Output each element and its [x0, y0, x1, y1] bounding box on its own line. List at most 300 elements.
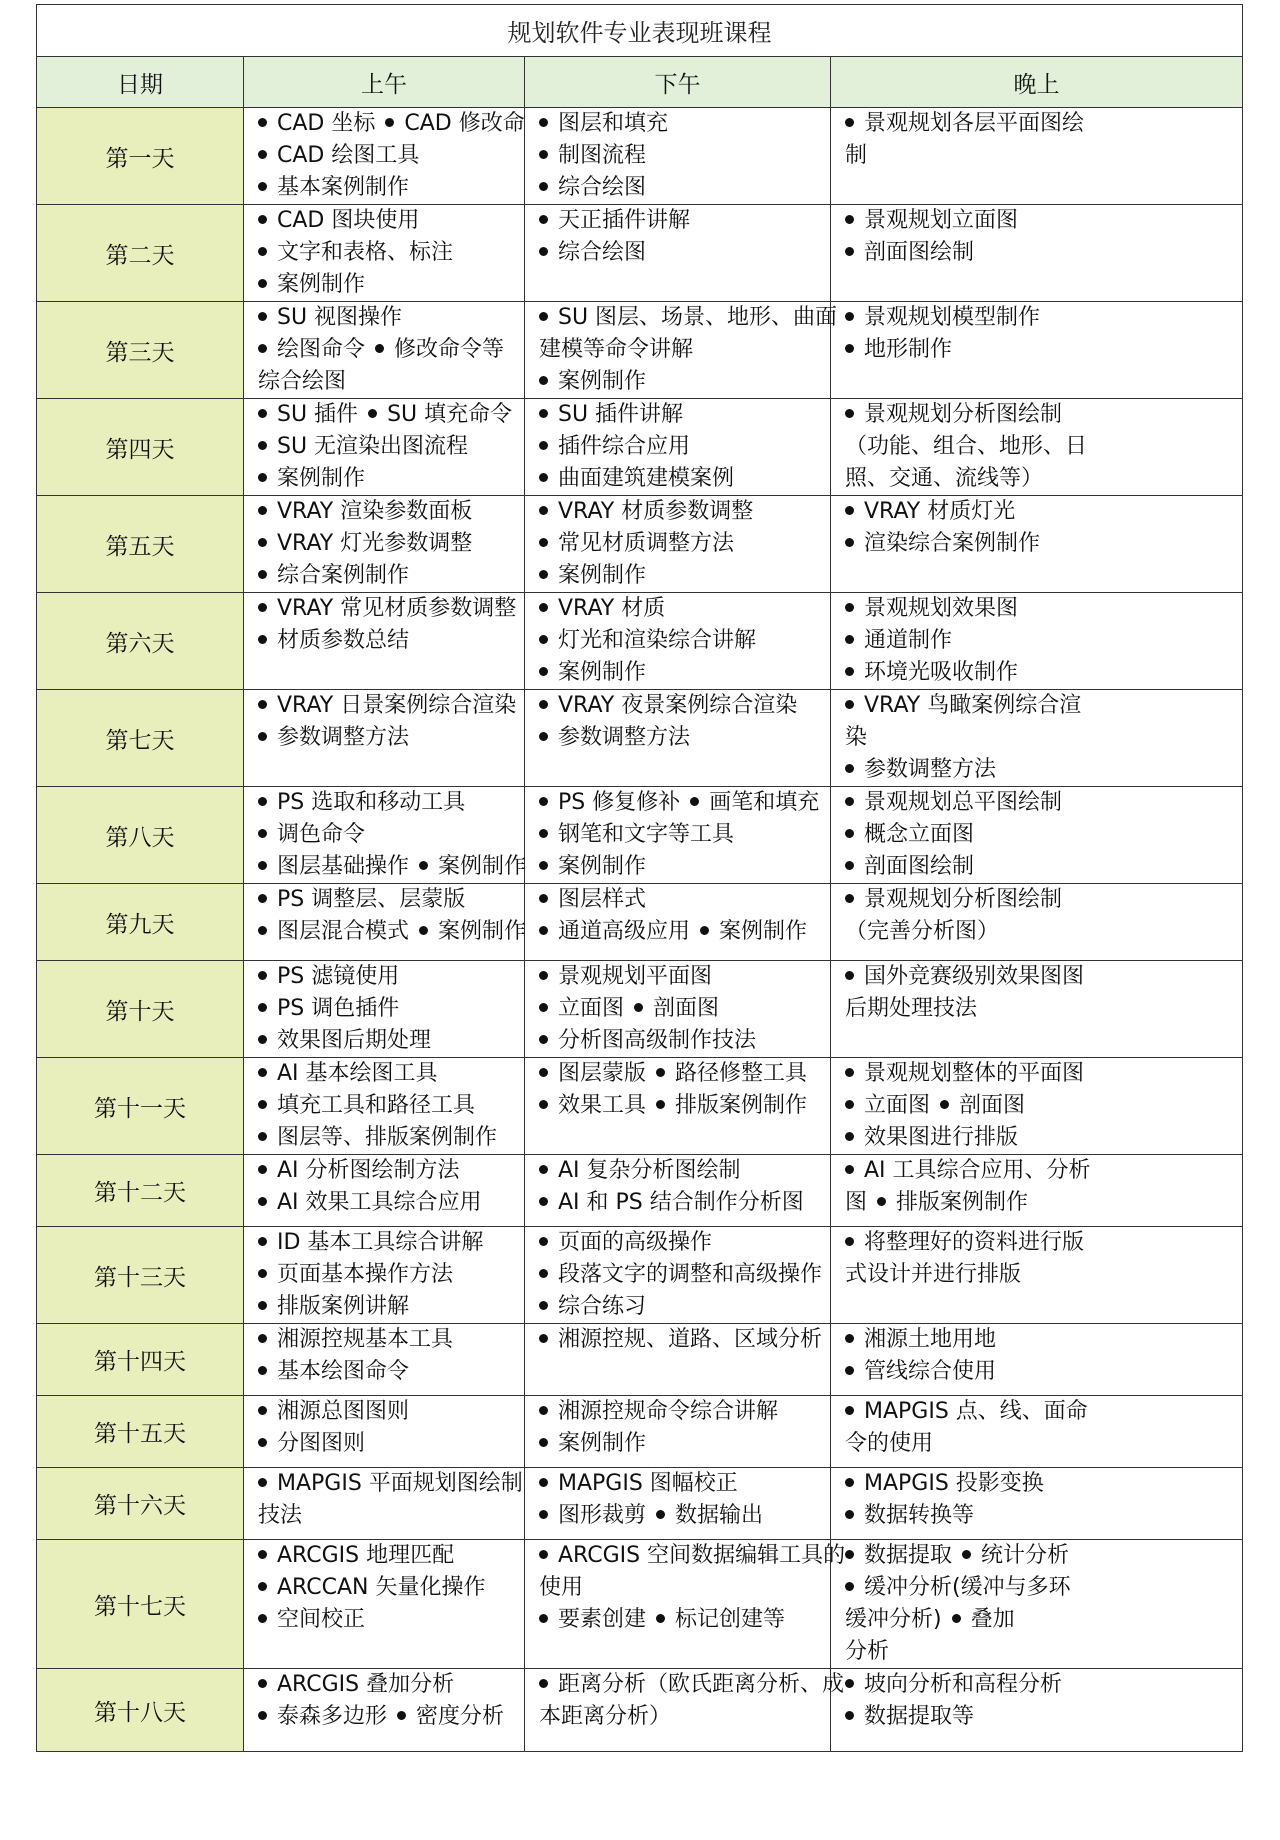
cell-line [845, 884, 1232, 916]
cell-line [539, 1669, 845, 1701]
cell-line [539, 1259, 823, 1291]
list-item: 叠加 [970, 1607, 1015, 1632]
bullet-icon [258, 894, 267, 903]
list-item: 通道高级应用 [558, 919, 691, 944]
header-evening: 晚上 [831, 57, 1243, 108]
list-item: AI 基本绘图工具 [277, 1061, 438, 1086]
bullet-icon [845, 1132, 854, 1141]
list-item: PS 调色插件 [277, 996, 400, 1021]
table-row [37, 690, 1243, 787]
bullet-icon [258, 215, 267, 224]
list-item: 修改命令等 [394, 337, 505, 362]
morning-cell [244, 496, 525, 593]
afternoon-cell [525, 1324, 831, 1396]
list-item: ARCGIS 地理匹配 [277, 1543, 455, 1568]
bullet-icon [258, 1269, 267, 1278]
bullet-icon [845, 861, 854, 870]
bullet-icon [539, 247, 548, 256]
bullet-icon [845, 1406, 854, 1415]
cell-line [539, 302, 838, 334]
bullet-icon [845, 1478, 854, 1487]
cell-line [539, 431, 820, 463]
bullet-icon [845, 829, 854, 838]
cell-line [258, 528, 514, 560]
list-item: 剖面图 [653, 996, 720, 1021]
list-item: 景观规划总平图绘制 [864, 790, 1063, 815]
cell-line [539, 916, 820, 948]
afternoon-cell [525, 205, 831, 302]
afternoon-cell [525, 1540, 846, 1669]
list-item: 参数调整方法 [558, 725, 691, 750]
afternoon-cell [525, 108, 831, 205]
list-item: 统计分析 [981, 1543, 1070, 1568]
list-item: 常见材质调整方法 [558, 531, 735, 556]
bullet-icon [845, 1550, 854, 1559]
bullet-icon [539, 570, 548, 579]
table-row [37, 1396, 1243, 1468]
table-row [37, 1227, 1243, 1324]
day-label: 第一天 [37, 108, 244, 205]
list-item: 景观规划立面图 [864, 208, 1019, 233]
cell-line [258, 1058, 514, 1090]
evening-cell [831, 1468, 1243, 1540]
bullet-icon [539, 1406, 548, 1415]
day-label: 第九天 [37, 884, 244, 961]
list-item: AI 工具综合应用、分析 [864, 1158, 1091, 1183]
evening-cell [831, 205, 1243, 302]
bullet-icon [258, 182, 267, 191]
list-item: 路径修整工具 [675, 1061, 808, 1086]
list-item: MAPGIS 投影变换 [864, 1471, 1044, 1496]
bullet-icon [258, 1334, 267, 1343]
bullet-icon [258, 150, 267, 159]
bullet-icon [845, 1165, 854, 1174]
table-row [37, 496, 1243, 593]
cell-line [845, 1324, 1232, 1356]
list-item: SU 无渲染出图流程 [277, 434, 469, 459]
cell-line [258, 787, 514, 819]
cell-line [845, 1259, 1232, 1291]
evening-cell [831, 302, 1243, 399]
evening-cell [831, 1396, 1243, 1468]
afternoon-cell [525, 1058, 831, 1155]
bullet-icon [845, 1334, 854, 1343]
list-item: 绘图命令 [277, 337, 366, 362]
cell-line [845, 1572, 1232, 1604]
list-item: 空间校正 [277, 1607, 366, 1632]
cell-line [258, 1540, 514, 1572]
morning-cell [244, 961, 525, 1058]
bullet-icon [258, 635, 267, 644]
morning-cell [244, 1468, 525, 1540]
bullet-icon [258, 1197, 267, 1206]
evening-cell [831, 1669, 1243, 1752]
list-item: PS 调整层、层蒙版 [277, 887, 466, 912]
cell-line [539, 1291, 820, 1323]
bullet-icon [258, 118, 267, 127]
bullet-icon [539, 700, 548, 709]
list-item: SU 插件 [277, 402, 359, 427]
bullet-icon [845, 344, 854, 353]
bullet-icon [539, 473, 548, 482]
cell-line [258, 1227, 514, 1259]
course-table [36, 4, 1243, 1752]
list-item: 图层混合模式 [277, 919, 410, 944]
cell-line [845, 851, 1232, 883]
header-morning: 上午 [244, 57, 525, 108]
cell-line [258, 302, 514, 334]
table-row [37, 787, 1243, 884]
cell-line [258, 722, 514, 754]
bullet-icon [539, 1003, 548, 1012]
list-item: 景观规划模型制作 [864, 305, 1041, 330]
cell-line [845, 1090, 1232, 1122]
bullet-icon [845, 1237, 854, 1246]
bullet-icon [845, 1068, 854, 1077]
list-item: （完善分析图） [845, 919, 1000, 944]
list-item: 排版案例制作 [675, 1093, 808, 1118]
list-item: AI 和 PS 结合制作分析图 [558, 1190, 804, 1215]
cell-line [539, 237, 820, 269]
bullet-icon [258, 1003, 267, 1012]
bullet-icon [539, 1550, 548, 1559]
list-item: CAD 坐标 [277, 111, 376, 136]
list-item: 湘源总图图则 [277, 1399, 410, 1424]
list-item: 数据转换等 [864, 1503, 975, 1528]
morning-cell [244, 690, 525, 787]
cell-line [845, 1428, 1232, 1460]
list-item: 效果图后期处理 [277, 1028, 432, 1053]
list-item: 式设计并进行排版 [845, 1262, 1022, 1287]
bullet-icon [258, 1301, 267, 1310]
bullet-icon [258, 1237, 267, 1246]
list-item: 制 [845, 143, 868, 168]
morning-cell [244, 399, 525, 496]
cell-line [845, 108, 1232, 140]
cell-line [258, 1572, 514, 1604]
cell-line [845, 754, 1232, 786]
cell-line [258, 1025, 514, 1057]
list-item: 通道制作 [864, 628, 953, 653]
cell-line [258, 884, 514, 916]
bullet-icon [258, 473, 267, 482]
bullet-icon [258, 1711, 267, 1720]
day-label: 第十五天 [37, 1396, 244, 1468]
cell-line [258, 463, 514, 495]
list-item: 案例制作 [277, 272, 366, 297]
bullet-icon [539, 1100, 548, 1109]
cell-line [845, 625, 1232, 657]
bullet-icon [845, 1510, 854, 1519]
list-item: 数据提取 [864, 1543, 953, 1568]
day-label: 第十二天 [37, 1155, 244, 1227]
cell-line [539, 1604, 820, 1636]
list-item: 数据输出 [675, 1503, 764, 1528]
cell-line [258, 1291, 514, 1323]
bullet-icon [845, 118, 854, 127]
bullet-icon [539, 182, 548, 191]
list-item: 泰森多边形 [277, 1704, 388, 1729]
cell-line [258, 1604, 514, 1636]
list-item: AI 效果工具综合应用 [277, 1190, 482, 1215]
list-item: ID 基本工具综合讲解 [277, 1230, 484, 1255]
list-item: 页面的高级操作 [558, 1230, 713, 1255]
bullet-icon [539, 667, 548, 676]
list-item: MAPGIS 点、线、面命 [864, 1399, 1088, 1424]
day-label: 第十天 [37, 961, 244, 1058]
bullet-icon [539, 1197, 548, 1206]
list-item: 效果图进行排版 [864, 1125, 1019, 1150]
morning-cell [244, 108, 525, 205]
bullet-icon [258, 506, 267, 515]
cell-line [845, 961, 1232, 993]
list-item: 景观规划效果图 [864, 596, 1019, 621]
bullet-icon [539, 829, 548, 838]
table-row [37, 1540, 1243, 1669]
cell-line [258, 961, 514, 993]
list-item: PS 滤镜使用 [277, 964, 400, 989]
list-item: ARCGIS 叠加分析 [277, 1672, 455, 1697]
list-item: 技法 [258, 1503, 303, 1528]
list-item: 距离分析（欧氏距离分析、成 [558, 1672, 845, 1697]
list-item: 填充工具和路径工具 [277, 1093, 476, 1118]
morning-cell [244, 1227, 525, 1324]
cell-line [258, 1090, 514, 1122]
cell-line [845, 140, 1232, 172]
bullet-icon [539, 1035, 548, 1044]
list-item: VRAY 常见材质参数调整 [277, 596, 517, 621]
bullet-icon [656, 1100, 665, 1109]
bullet-icon [539, 441, 548, 450]
list-item: VRAY 材质 [558, 596, 666, 621]
cell-line [258, 1396, 514, 1428]
cell-line [258, 366, 514, 398]
cell-line [845, 916, 1232, 948]
cell-line [539, 1155, 820, 1187]
afternoon-cell [525, 787, 831, 884]
bullet-icon [656, 1614, 665, 1623]
bullet-icon [539, 1301, 548, 1310]
bullet-icon [258, 570, 267, 579]
list-item: 后期处理技法 [845, 996, 978, 1021]
table-row [37, 205, 1243, 302]
evening-cell [831, 399, 1243, 496]
list-item: 管线综合使用 [864, 1359, 997, 1384]
cell-line [845, 1396, 1232, 1428]
cell-line [539, 722, 820, 754]
list-item: 景观规划整体的平面图 [864, 1061, 1085, 1086]
cell-line [539, 528, 820, 560]
bullet-icon [258, 861, 267, 870]
list-item: 景观规划分析图绘制 [864, 402, 1063, 427]
cell-line [258, 172, 514, 204]
cell-line [258, 819, 514, 851]
bullet-icon [539, 1237, 548, 1246]
cell-line [539, 657, 820, 689]
cell-line [845, 690, 1232, 722]
list-item: AI 复杂分析图绘制 [558, 1158, 741, 1183]
evening-cell [831, 884, 1243, 961]
cell-line [258, 993, 514, 1025]
bullet-icon [258, 441, 267, 450]
cell-line [845, 237, 1232, 269]
list-item: 综合绘图 [558, 175, 647, 200]
day-label: 第四天 [37, 399, 244, 496]
day-label: 第五天 [37, 496, 244, 593]
cell-line [539, 108, 820, 140]
list-item: MAPGIS 平面规划图绘制 [277, 1471, 523, 1496]
cell-line [539, 205, 820, 237]
evening-cell [831, 1324, 1243, 1396]
cell-line [539, 819, 820, 851]
list-item: 缓冲分析) [845, 1607, 942, 1632]
cell-line [258, 690, 517, 722]
list-item: ARCCAN 矢量化操作 [277, 1575, 486, 1600]
bullet-icon [368, 409, 377, 418]
bullet-icon [845, 312, 854, 321]
cell-line [539, 1572, 820, 1604]
bullet-icon [539, 215, 548, 224]
afternoon-cell [525, 884, 831, 961]
cell-line [258, 1468, 523, 1500]
cell-line [258, 1356, 514, 1388]
morning-cell [244, 593, 525, 690]
cell-line [539, 884, 820, 916]
evening-cell [831, 961, 1243, 1058]
cell-line [539, 1468, 820, 1500]
bullet-icon [539, 538, 548, 547]
bullet-icon [634, 1003, 643, 1012]
bullet-icon [845, 247, 854, 256]
list-item: 湘源控规、道路、区域分析 [558, 1327, 823, 1352]
table-row [37, 1669, 1243, 1752]
list-item: SU 视图操作 [277, 305, 403, 330]
evening-cell [831, 496, 1243, 593]
afternoon-cell [525, 1227, 831, 1324]
day-label: 第十三天 [37, 1227, 244, 1324]
list-item: ARCGIS 空间数据编辑工具的 [558, 1543, 846, 1568]
morning-cell [244, 1058, 525, 1155]
cell-line [258, 560, 514, 592]
cell-line [845, 1669, 1232, 1701]
bullet-icon [258, 247, 267, 256]
list-item: 湘源土地用地 [864, 1327, 997, 1352]
list-item: MAPGIS 图幅校正 [558, 1471, 738, 1496]
list-item: 效果工具 [558, 1093, 647, 1118]
list-item: 案例制作 [558, 854, 647, 879]
list-item: VRAY 灯光参数调整 [277, 531, 473, 556]
list-item: SU 填充命令 [387, 402, 513, 427]
morning-cell [244, 787, 525, 884]
list-item: 本距离分析） [539, 1704, 672, 1729]
cell-line [258, 431, 514, 463]
table-row [37, 1155, 1243, 1227]
list-item: 基本绘图命令 [277, 1359, 410, 1384]
list-item: 案例制作 [438, 919, 527, 944]
bullet-icon [258, 1582, 267, 1591]
list-item: 案例制作 [558, 660, 647, 685]
list-item: 文字和表格、标注 [277, 240, 454, 265]
bullet-icon [258, 829, 267, 838]
bullet-icon [539, 861, 548, 870]
bullet-icon [419, 926, 428, 935]
bullet-icon [258, 1406, 267, 1415]
list-item: 综合绘图 [558, 240, 647, 265]
list-item: VRAY 渲染参数面板 [277, 499, 473, 524]
list-item: 标记创建等 [675, 1607, 786, 1632]
list-item: PS 选取和移动工具 [277, 790, 466, 815]
list-item: 图形裁剪 [558, 1503, 647, 1528]
cell-line [845, 399, 1232, 431]
cell-line [845, 787, 1232, 819]
bullet-icon [845, 700, 854, 709]
cell-line [258, 1428, 514, 1460]
cell-line [258, 1701, 514, 1733]
table-row [37, 884, 1243, 961]
bullet-icon [845, 764, 854, 773]
evening-cell [831, 690, 1243, 787]
bullet-icon [258, 1550, 267, 1559]
list-item: 使用 [539, 1575, 584, 1600]
list-item: 案例制作 [438, 854, 527, 879]
bullet-icon [258, 1132, 267, 1141]
cell-line [539, 1324, 823, 1356]
cell-line [258, 269, 514, 301]
list-item: VRAY 日景案例综合渲染 [277, 693, 517, 718]
bullet-icon [375, 344, 384, 353]
cell-line [845, 1500, 1232, 1532]
cell-line [539, 1500, 820, 1532]
day-label: 第十八天 [37, 1669, 244, 1752]
list-item: 页面基本操作方法 [277, 1262, 454, 1287]
cell-line [539, 496, 820, 528]
list-item: 景观规划平面图 [558, 964, 713, 989]
cell-line [258, 1155, 514, 1187]
afternoon-cell [525, 399, 831, 496]
cell-line [845, 1636, 1232, 1668]
bullet-icon [258, 279, 267, 288]
day-label: 第三天 [37, 302, 244, 399]
cell-line [845, 1604, 1232, 1636]
cell-line [539, 1428, 820, 1460]
list-item: 案例制作 [558, 563, 647, 588]
bullet-icon [258, 1438, 267, 1447]
cell-line [258, 334, 514, 366]
list-item: 综合案例制作 [277, 563, 410, 588]
cell-line [258, 1187, 514, 1219]
bullet-icon [877, 1197, 886, 1206]
bullet-icon [845, 603, 854, 612]
cell-line [539, 993, 820, 1025]
bullet-icon [539, 1334, 548, 1343]
bullet-icon [952, 1614, 961, 1623]
bullet-icon [258, 344, 267, 353]
list-item: 图层蒙版 [558, 1061, 647, 1086]
bullet-icon [539, 894, 548, 903]
cell-line [539, 366, 820, 398]
list-item: 图层样式 [558, 887, 647, 912]
table-row [37, 1058, 1243, 1155]
morning-cell [244, 1324, 525, 1396]
cell-line [539, 1187, 820, 1219]
table-row [37, 961, 1243, 1058]
bullet-icon [539, 1165, 548, 1174]
table-row [37, 593, 1243, 690]
bullet-icon [845, 1366, 854, 1375]
bullet-icon [845, 667, 854, 676]
cell-line [845, 463, 1232, 495]
table-row [37, 1468, 1243, 1540]
